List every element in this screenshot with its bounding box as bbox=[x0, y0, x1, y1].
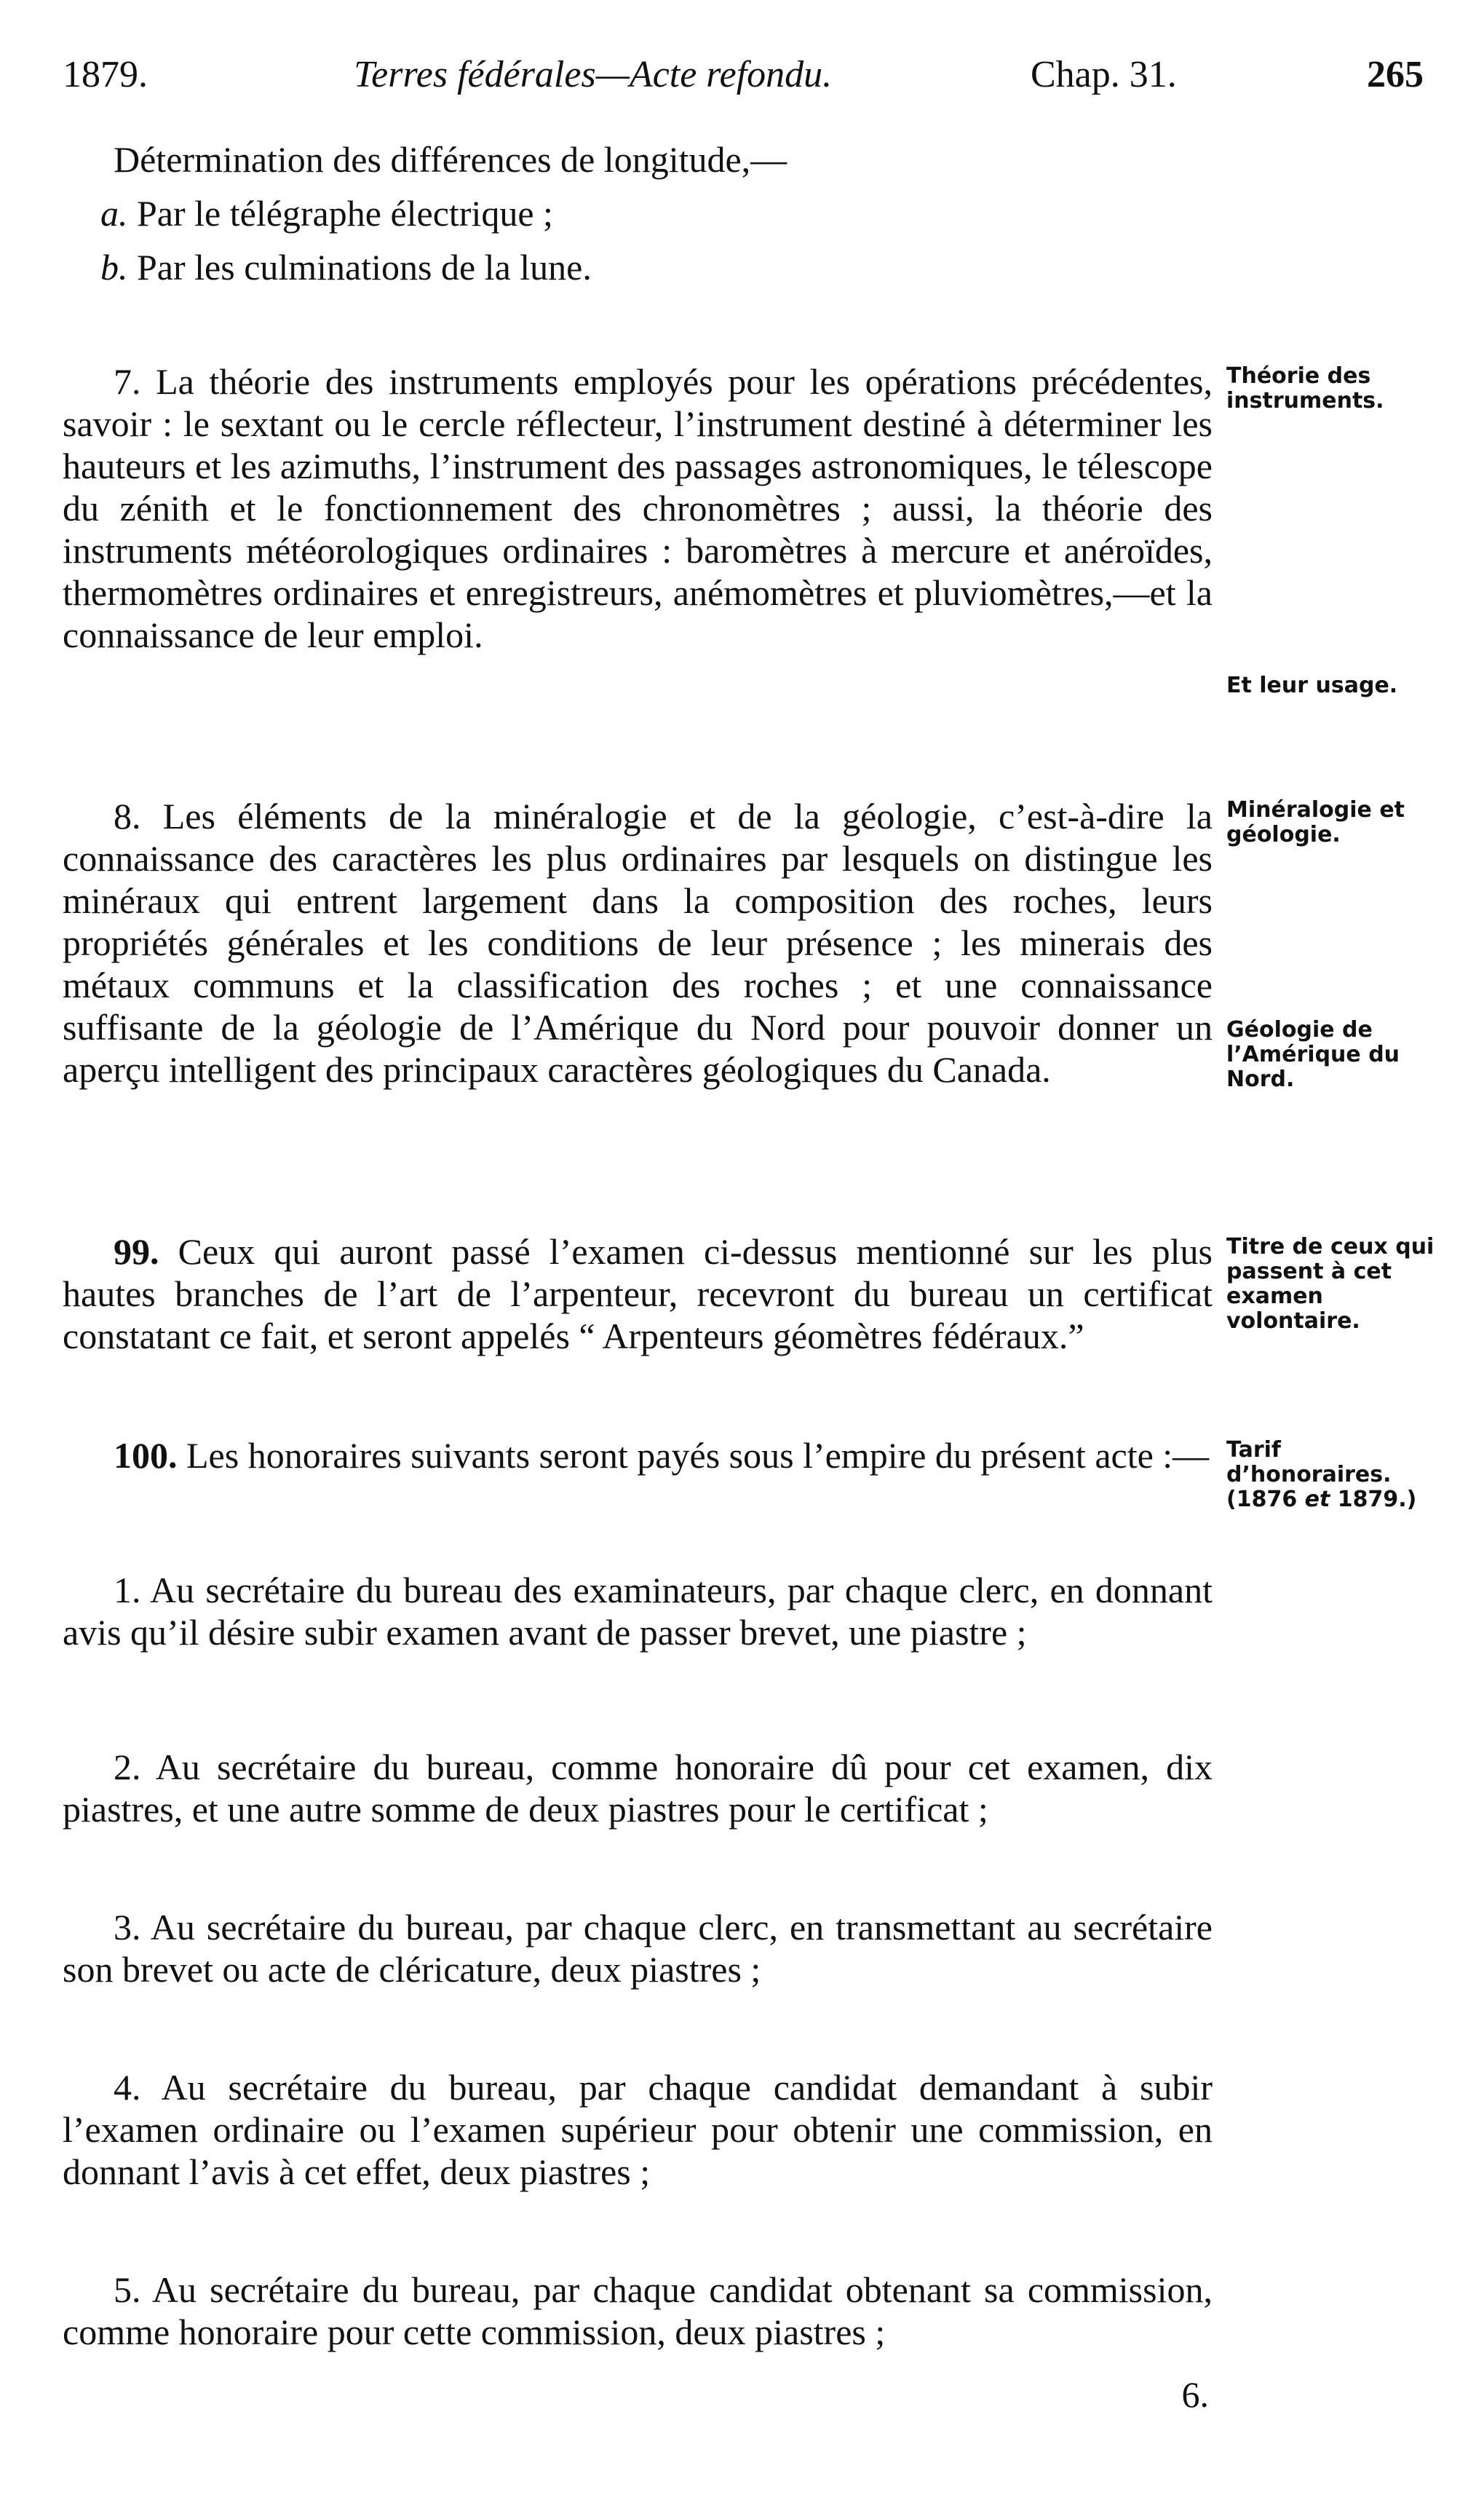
list-item-b bbox=[63, 246, 1213, 288]
margin-note-mineralogie: Minéralogie et géologie. bbox=[1226, 797, 1405, 847]
header-title: Terres fédérales—Acte refondu. bbox=[354, 54, 833, 95]
tarif-label: Tarif d’honoraires. bbox=[1226, 1437, 1392, 1487]
item-b-letter: b. bbox=[100, 247, 128, 288]
catchword: 6. bbox=[1181, 2374, 1209, 2415]
section-100 bbox=[63, 1434, 1213, 1476]
item-a-letter: a. bbox=[100, 193, 128, 234]
intro-block bbox=[63, 138, 1213, 288]
paragraph-7: 7. La théorie des instruments employés pour les opérations précédentes, savoir : le sextant ou le cercle réflecteur, l’instrument destiné à déterminer les hauteurs et les azimuths, l’instrument des passages astronomiques, le télescope du zénith et le fonctionnement des chronomètres ; aussi, la théorie des instruments météorologiques ordinaires : baromètres à mercure et anéroïdes, thermomètres ordinaires et enregistreurs, anémomètres et pluviomètres,—et la connaissance de leur emploi. bbox=[63, 361, 1213, 655]
margin-note-titre: Titre de ceux qui passent à cet examen volontaire. bbox=[1226, 1234, 1435, 1334]
page-number: 265 bbox=[1367, 54, 1424, 95]
list-item-a bbox=[63, 192, 1213, 234]
section-99-number: 99. bbox=[114, 1231, 159, 1272]
fee-item-3: 3. Au secrétaire du bureau, par chaque clerc, en transmettant au secrétaire son brevet ou acte de cléricature, deux piastres ; bbox=[63, 1907, 1213, 1990]
margin-note-tarif bbox=[1226, 1438, 1445, 1512]
header-year: 1879. bbox=[63, 54, 148, 95]
section-100-number: 100. bbox=[114, 1435, 178, 1476]
running-header bbox=[63, 50, 1424, 100]
paragraph-8: 8. Les éléments de la minéralogie et de la géologie, c’est-à-dire la connaissance des caractères les plus ordinaires par lesquels on distingue les minéraux qui entrent largement dans la composition des roches, leurs propriétés générales et les conditions de leur présence ; les minerais des métaux communs et la classification des roches ; et une connaissance suffisante de la géologie de l’Amérique du Nord pour pouvoir donner un aperçu intelligent des principaux caractères géologiques du Canada. bbox=[63, 796, 1213, 1090]
section-100-text: Les honoraires suivants seront payés sous l’empire du présent acte :— bbox=[177, 1435, 1210, 1476]
section-99-text: Ceux qui auront passé l’examen ci-dessus mentionné sur les plus hautes branches de l’art de l’arpenteur, recevront du bureau un certificat constatant ce fait, et seront appelés “ Arpenteurs géomètres fédéraux.” bbox=[63, 1231, 1213, 1356]
margin-note-geologie-amerique: Géologie de l’Amérique du Nord. bbox=[1226, 1017, 1400, 1092]
header-chapter: Chap. 31. bbox=[1031, 54, 1177, 95]
intro-line: Détermination des différences de longitude,— bbox=[114, 139, 787, 180]
fee-item-2: 2. Au secrétaire du bureau, comme honoraire dû pour cet examen, dix piastres, et une autre somme de deux piastres pour le certificat ; bbox=[63, 1747, 1213, 1830]
fee-item-5: 5. Au secrétaire du bureau, par chaque candidat obtenant sa commission, comme honoraire pour cette commission, deux piastres ; bbox=[63, 2269, 1213, 2352]
margin-note-theorie: Théorie des instruments. bbox=[1226, 363, 1384, 414]
margin-note-usage: Et leur usage. bbox=[1226, 673, 1398, 698]
fee-item-1: 1. Au secrétaire du bureau des examinateurs, par chaque clerc, en donnant avis qu’il désire subir examen avant de passer brevet, une piastre ; bbox=[63, 1570, 1213, 1653]
fee-item-4: 4. Au secrétaire du bureau, par chaque candidat demandant à subir l’examen ordinaire ou l’examen supérieur pour obtenir une commission, en donnant l’avis à cet effet, deux piastres ; bbox=[63, 2067, 1213, 2192]
item-a-text: Par le télégraphe électrique ; bbox=[137, 193, 553, 234]
tarif-years: (1876 et 1879.) bbox=[1226, 1487, 1417, 1512]
section-99 bbox=[63, 1230, 1213, 1357]
item-b-text: Par les culminations de la lune. bbox=[137, 247, 592, 288]
